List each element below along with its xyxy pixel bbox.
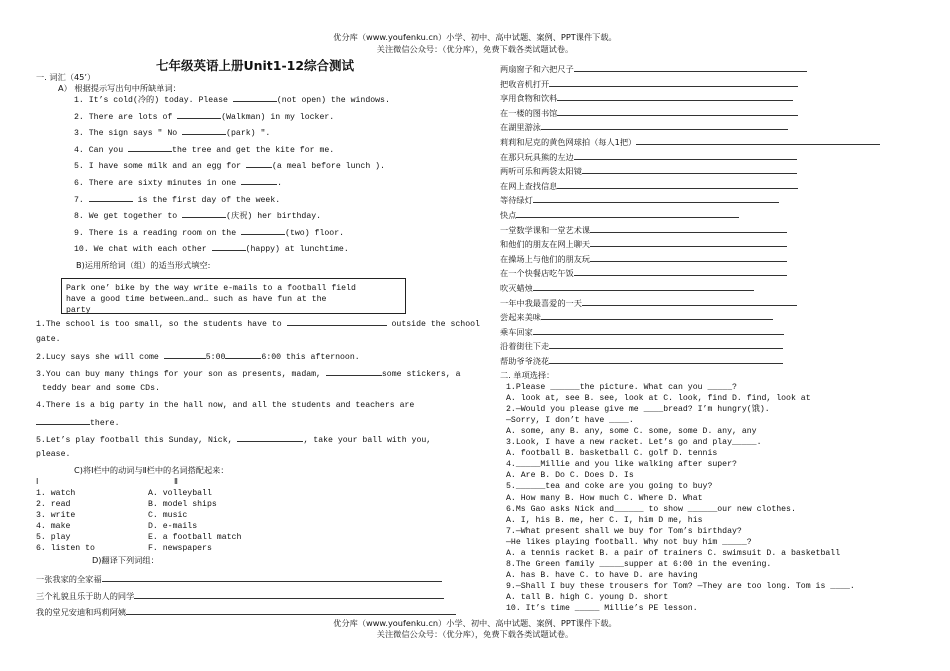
- question-text: (Walkman) in my locker.: [221, 112, 335, 122]
- question-text: (park) ".: [226, 129, 271, 139]
- choice-line: 3.Look, I have a new racket. Let’s go and play_____.: [506, 438, 762, 448]
- match-noun: A. volleyball: [148, 489, 212, 498]
- answer-line[interactable]: [557, 91, 793, 101]
- part-a-question: [74, 126, 270, 139]
- word-bank-line: party: [66, 306, 91, 314]
- question-text: (two) floor.: [285, 228, 345, 238]
- translation-item: [500, 106, 798, 119]
- question-text: 6. There are sixty minutes in one: [74, 179, 242, 188]
- part-b-question-cont: gate.: [36, 335, 61, 344]
- question-text: 6:00 this afternoon.: [261, 353, 360, 362]
- translation-item: [36, 572, 442, 585]
- choice-line: 7.—What present shall we buy for Tom’s birthday?: [506, 526, 742, 536]
- page-footer-line2: 关注微信公众号：（优分库），免费下载各类试题试卷。: [376, 629, 574, 639]
- phrase-text: 莉莉和尼克的黄色网球拍（每人1把）: [500, 137, 637, 147]
- section-choice-heading: 二. 单项选择：: [500, 370, 555, 380]
- part-a-heading: A） 根据提示写出句中所缺单词：: [58, 83, 181, 93]
- question-text: 1. It’s cold(冷的) today. Please: [74, 96, 233, 105]
- phrase-text: 在一楼的图书馆: [500, 107, 558, 118]
- part-a-question: [74, 159, 385, 172]
- answer-line[interactable]: [590, 252, 787, 262]
- question-text: 10. We chat with each other: [74, 245, 212, 255]
- answer-line[interactable]: [102, 572, 442, 582]
- answer-line[interactable]: [541, 120, 789, 130]
- translation-item: [500, 339, 783, 352]
- phrase-text: 一张我家的全家福: [36, 574, 102, 584]
- answer-line[interactable]: [590, 237, 787, 247]
- translation-item: [36, 589, 444, 602]
- answer-line[interactable]: [533, 193, 779, 203]
- answer-line[interactable]: [134, 589, 444, 599]
- phrase-text: 尝起来美味: [500, 312, 541, 323]
- section-vocabulary-heading: 一. 词汇（45’）: [36, 72, 96, 82]
- part-a-question: [74, 143, 334, 156]
- question-text: there.: [90, 419, 120, 428]
- part-b-question: [36, 317, 480, 330]
- phrase-text: 乘车回家: [500, 326, 533, 337]
- choice-line: 6.Ms Gao asks Nick and______ to show ______our new clothes.: [506, 504, 796, 514]
- answer-line[interactable]: [126, 605, 456, 615]
- choice-line: —Sorry, I don’t have ____.: [506, 416, 634, 426]
- answer-blank[interactable]: [241, 176, 277, 185]
- question-text: 9. There is a reading room on the: [74, 228, 242, 238]
- translation-item: [500, 310, 773, 323]
- phrase-text: 三个礼貌且乐于助人的同学: [36, 590, 135, 601]
- translation-item: [500, 325, 784, 338]
- question-text: (庆祝) her birthday.: [226, 212, 322, 222]
- question-text: 5. I have some milk and an egg for: [74, 162, 246, 172]
- answer-line[interactable]: [582, 296, 797, 306]
- translation-item: [500, 77, 798, 90]
- part-a-question: [74, 242, 349, 255]
- part-a-question: [74, 176, 282, 189]
- part-a-question: [74, 209, 321, 222]
- question-text: 3.You can buy many things for your son as presents, madam,: [36, 370, 326, 379]
- answer-line[interactable]: [541, 310, 774, 320]
- match-noun: E. a football match: [148, 533, 242, 542]
- part-b-question: [36, 350, 360, 363]
- translation-item: [500, 164, 797, 177]
- answer-line[interactable]: [574, 266, 788, 276]
- question-text: 3. The sign says " No: [74, 129, 183, 139]
- choice-line: A. tall B. high C. young D. short: [506, 592, 669, 602]
- part-c-heading: C)将Ⅰ栏中的动词与Ⅱ栏中的名词搭配起来：: [74, 465, 229, 475]
- answer-line[interactable]: [557, 179, 798, 189]
- choice-line: 4._____Millie and you like walking after super?: [506, 460, 737, 470]
- phrase-text: 在那只玩具熊的左边: [500, 151, 574, 162]
- choice-line: A. some, any B. any, some C. some, some D. any, any: [506, 427, 757, 437]
- question-text: 1.The school is too small, so the students have to: [36, 320, 287, 329]
- question-text: 5.Let’s play football this Sunday, Nick,: [36, 436, 238, 445]
- part-a-question: [74, 193, 280, 206]
- answer-blank[interactable]: [241, 226, 285, 235]
- match-noun: F. newspapers: [148, 544, 212, 553]
- question-text: 4. Can you: [74, 145, 129, 155]
- phrase-text: 两扇窗子和六把尺子: [500, 64, 574, 74]
- choice-line: A. How many B. How much C. Where D. What: [506, 493, 703, 503]
- answer-blank[interactable]: [212, 242, 246, 251]
- part-b-question-cont: teddy bear and some CDs.: [42, 384, 160, 393]
- translation-item: [500, 266, 787, 279]
- choice-line: A. Are B. Do C. Does D. Is: [506, 471, 634, 481]
- phrase-text: 两听可乐和两袋太阳镜: [500, 166, 582, 177]
- question-text: (happy) at lunchtime.: [245, 245, 349, 255]
- answer-blank[interactable]: [182, 209, 226, 218]
- choice-line: 2.—Would you please give me ____bread? I’m hungry(饿).: [506, 405, 770, 415]
- answer-line[interactable]: [574, 62, 808, 72]
- page-header-line2: 关注微信公众号：（优分库），免费下载各类试题试卷。: [376, 44, 574, 54]
- question-text: , take your ball with you,: [303, 436, 432, 445]
- question-text: some stickers, a: [381, 370, 461, 379]
- answer-blank[interactable]: [128, 143, 172, 152]
- translation-item: [500, 354, 783, 367]
- page-title: 七年级英语上册Unit1-12综合测试: [155, 58, 355, 73]
- match-verb: 5. play: [36, 533, 71, 542]
- answer-blank[interactable]: [233, 93, 277, 102]
- answer-blank[interactable]: [182, 126, 226, 135]
- phrase-text: 享用食物和饮料: [500, 93, 558, 104]
- question-text: 2.Lucy says she will come: [36, 353, 164, 362]
- phrase-text: 一堂数学课和一堂艺术课: [500, 224, 591, 235]
- answer-blank[interactable]: [237, 433, 303, 442]
- match-verb: 4. make: [36, 522, 71, 531]
- answer-blank[interactable]: [36, 416, 90, 425]
- choice-line: A. I, his B. me, her C. I, him D me, his: [506, 515, 703, 525]
- answer-blank[interactable]: [89, 193, 133, 202]
- match-verb: 1. watch: [36, 489, 76, 498]
- choice-line: 1.Please ______the picture. What can you _____?: [506, 383, 737, 392]
- translation-item: [500, 120, 788, 133]
- page-footer-line1: 优分库（www.youfenku.cn）小学、初中、高中试题、案例、PPT课件下载。: [333, 618, 617, 628]
- question-text: 2. There are lots of: [74, 112, 178, 122]
- part-a-question: [74, 226, 344, 239]
- phrase-text: 把收音机打开: [500, 78, 550, 89]
- choice-line: A. a tennis racket B. a pair of trainers C. swimsuit D. a basketball: [506, 548, 841, 558]
- part-b-question-cont: [36, 416, 119, 429]
- answer-blank[interactable]: [287, 317, 387, 326]
- translation-item: [500, 91, 793, 104]
- answer-line[interactable]: [533, 325, 784, 335]
- translation-item: [500, 208, 739, 221]
- question-text: 7.: [74, 195, 89, 205]
- choice-line: —He likes playing football. Why not buy him _____?: [506, 537, 752, 547]
- question-text: is the first day of the week.: [132, 195, 281, 205]
- question-text: .: [277, 179, 282, 188]
- choice-line: 8.The Green family _____supper at 6:00 in the evening.: [506, 559, 772, 569]
- answer-line[interactable]: [533, 281, 754, 291]
- translation-item: [500, 252, 787, 265]
- translation-item: [500, 296, 797, 309]
- match-verb: 2. read: [36, 500, 71, 509]
- match-noun: C. music: [148, 511, 188, 520]
- question-text: outside the school: [386, 320, 480, 329]
- choice-line: A. football B. basketball C. golf D. tennis: [506, 449, 718, 459]
- translation-item: [500, 193, 779, 206]
- answer-blank[interactable]: [326, 367, 382, 376]
- answer-line[interactable]: [574, 150, 798, 160]
- part-a-question: [74, 110, 334, 123]
- question-text: 8. We get together to: [74, 212, 183, 222]
- choice-line: 10. It’s time _____ Millie’s PE lesson.: [506, 604, 698, 613]
- answer-blank[interactable]: [246, 159, 272, 168]
- translation-item: [500, 62, 807, 75]
- phrase-text: 和他们的朋友在网上聊天: [500, 239, 591, 250]
- phrase-text: 一年中我最喜爱的一天: [500, 297, 582, 308]
- answer-line[interactable]: [549, 339, 783, 349]
- part-a-question: [74, 93, 390, 106]
- phrase-text: 沿着街往下走: [500, 341, 550, 352]
- phrase-text: 帮助爷爷浇花: [500, 356, 550, 366]
- part-b-question-cont: please.: [36, 450, 71, 459]
- phrase-text: 等待绿灯: [500, 195, 533, 206]
- translation-item: [500, 237, 787, 250]
- question-text: the tree and get the kite for me.: [172, 145, 335, 155]
- choice-line: 5.______tea and coke are you going to buy?: [506, 482, 713, 492]
- answer-line[interactable]: [549, 77, 798, 87]
- question-text: 5:00: [205, 353, 226, 362]
- column-1-heading: Ⅰ: [36, 478, 39, 487]
- translation-item: [500, 135, 880, 148]
- part-b-question: [36, 433, 431, 446]
- translation-item: [500, 150, 797, 163]
- word-bank-line: have a good time between…and… such as have fun at the: [66, 295, 327, 304]
- phrase-text: 在操场上与他们的朋友玩: [500, 253, 591, 264]
- column-2-heading: Ⅱ: [174, 478, 179, 487]
- phrase-text: 吹灭蜡烛: [500, 283, 533, 293]
- answer-line[interactable]: [516, 208, 739, 218]
- part-d-heading: D)翻译下列词组：: [92, 555, 159, 565]
- phrase-text: 在网上查找信息: [500, 180, 558, 191]
- match-noun: B. model ships: [148, 500, 217, 509]
- phrase-text: 快点: [500, 210, 517, 220]
- match-verb: 3. write: [36, 511, 76, 520]
- answer-blank[interactable]: [225, 350, 261, 359]
- choice-line: 9.—Shall I buy these trousers for Tom? —They are too long. Tom is ____.: [506, 581, 855, 591]
- answer-line[interactable]: [549, 354, 783, 364]
- translation-item: [500, 223, 787, 236]
- translation-item: [500, 179, 798, 192]
- phrase-text: 在湖里游泳: [500, 122, 541, 133]
- match-verb: 6. listen to: [36, 544, 95, 553]
- phrase-text: 我的堂兄安迪和玛莉阿姨: [36, 607, 127, 617]
- answer-line[interactable]: [582, 164, 797, 174]
- choice-line: A. has B. have C. to have D. are having: [506, 570, 698, 580]
- phrase-text: 在一个快餐店吃午饭: [500, 268, 574, 279]
- answer-blank[interactable]: [177, 110, 221, 119]
- part-b-heading: B)运用所给词（组）的适当形式填空:: [76, 260, 211, 270]
- match-noun: D. e-mails: [148, 522, 198, 531]
- word-bank-line: Park one’ bike by the way write e-mails to a football field: [66, 284, 356, 293]
- page-header-line1: 优分库（www.youfenku.cn）小学、初中、高中试题、案例、PPT课件下载。: [333, 32, 617, 42]
- part-b-question: 4.There is a big party in the hall now, and all the students and teachers are: [36, 401, 415, 410]
- translation-item: [500, 281, 754, 294]
- word-bank-box: [61, 278, 406, 314]
- answer-line[interactable]: [590, 223, 787, 233]
- part-b-question: [36, 367, 461, 380]
- question-text: (not open) the windows.: [276, 96, 390, 105]
- question-text: (a meal before lunch ).: [271, 162, 385, 172]
- answer-blank[interactable]: [164, 350, 206, 359]
- choice-line: A. look at, see B. see, look at C. look, find D. find, look at: [506, 394, 811, 404]
- answer-line[interactable]: [636, 135, 880, 145]
- answer-line[interactable]: [557, 106, 798, 116]
